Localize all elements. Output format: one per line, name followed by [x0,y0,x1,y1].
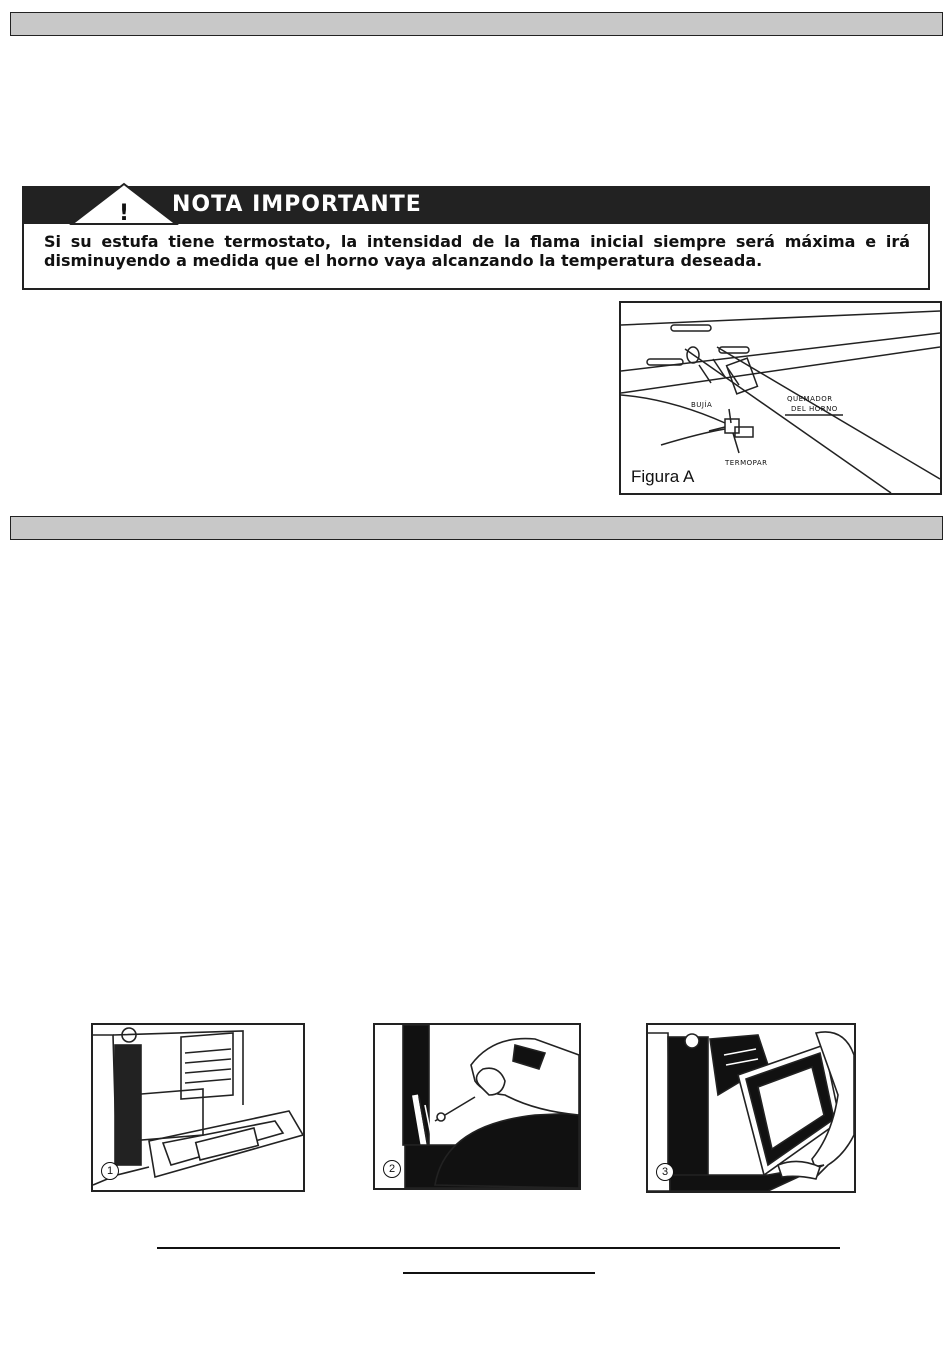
door-removal-illustration [648,1025,854,1191]
important-note-title: NOTA IMPORTANTE [172,192,422,217]
label-spark: BUJÍA [691,401,713,409]
svg-text:!: ! [118,201,130,226]
label-thermocouple: TERMOPAR [725,459,768,467]
oven-open-door-illustration [93,1025,303,1190]
section-header-bar [10,12,943,36]
figure-a-oven-burner [619,301,942,495]
divider-line-short [403,1272,595,1274]
important-note-text: Si su estufa tiene termostato, la intensidad de la flama inicial siempre será máxima e irá disminuyendo a medida que el horno vaya alcanzando la temperatura deseada. [44,232,910,270]
important-note-box [22,186,930,290]
step-3-illustration [646,1023,856,1193]
step-1-illustration [91,1023,305,1192]
oven-burner-illustration [621,303,940,493]
warning-icon [64,182,184,226]
label-burner-2: DEL HORNO [791,405,838,413]
figure-caption: Figura A [631,467,695,486]
label-burner: QUEMADOR [787,395,833,403]
step-2-illustration [373,1023,581,1190]
hinge-lock-illustration [375,1025,579,1188]
step-number: 2 [383,1160,401,1178]
section-header-bar-2 [10,516,943,540]
divider-line [157,1247,840,1249]
step-number: 3 [656,1163,674,1181]
step-number: 1 [101,1162,119,1180]
